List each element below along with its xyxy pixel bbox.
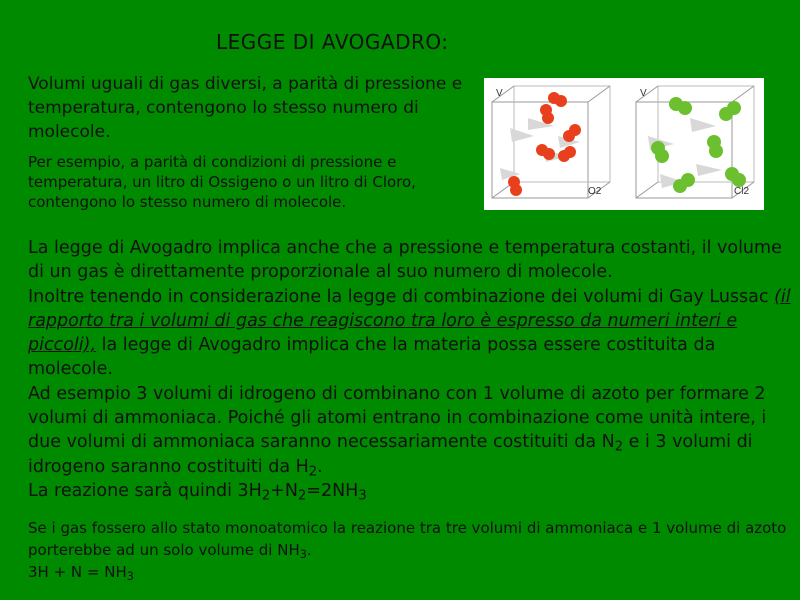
gay-lussac-definition: (il rapporto tra i volumi di gas che reagiscono tra loro è espresso da numeri interi e piccoli), bbox=[28, 286, 791, 356]
intro-paragraph: Volumi uguali di gas diversi, a parità di pressione e temperatura, contengono lo stesso numero di molecole. bbox=[28, 74, 463, 142]
monoatomic-paragraph: Se i gas fossero allo stato monoatomico la reazione tra tre volumi di ammoniaca e 1 volume di azoto porterebbe ad un solo volume di $NH_3$. bbox=[28, 519, 787, 561]
right-volume-label: V bbox=[640, 88, 647, 99]
reaction-equation: La reazione sarà quindi $3H_2+N_2=2NH_3$ bbox=[28, 480, 367, 504]
left-gas-label: O2 bbox=[588, 186, 602, 197]
chlorine-molecules bbox=[648, 97, 746, 193]
right-gas-label: Cl2 bbox=[734, 186, 750, 197]
page-title: LEGGE DI AVOGADRO: bbox=[216, 30, 449, 54]
monoatomic-equation: $3H + N = NH_3$ bbox=[28, 563, 134, 583]
left-volume-label: V bbox=[496, 88, 503, 99]
main-text bbox=[28, 236, 792, 503]
avogadro-illustration bbox=[484, 78, 764, 210]
oxygen-molecules bbox=[500, 92, 581, 196]
paragraph-gay-lussac: Inoltre tenendo in considerazione la legge di combinazione dei volumi di Gay Lussac (il rapporto tra i volumi di gas che reagiscono tra loro è espresso da numeri interi e piccoli), la legge di Avogadro implica che la materia possa essere costituita da molecole. bbox=[28, 286, 791, 380]
gas-boxes-diagram bbox=[484, 78, 764, 210]
paragraph-ammonia-example: Ad esempio 3 volumi di idrogeno di combinano con 1 volume di azoto per formare 2 volumi di ammoniaca. Poiché gli atomi entrano in combinazione come unità intere, i due volumi di ammoniaca saranno necessariamente costituiti da $N_2$ e i 3 volumi di idrogeno saranno costituiti da $H_2$. bbox=[28, 383, 767, 479]
monoatomic-note bbox=[28, 517, 792, 583]
example-paragraph: Per esempio, a parità di condizioni di pressione e temperatura, un litro di Ossigeno o un litro di Cloro, contengono lo stesso numero di molecole. bbox=[28, 153, 416, 211]
paragraph-proportionality: La legge di Avogadro implica anche che a pressione e temperatura costanti, il volume di un gas è direttamente proporzionale al suo numero di molecole. bbox=[28, 238, 782, 283]
